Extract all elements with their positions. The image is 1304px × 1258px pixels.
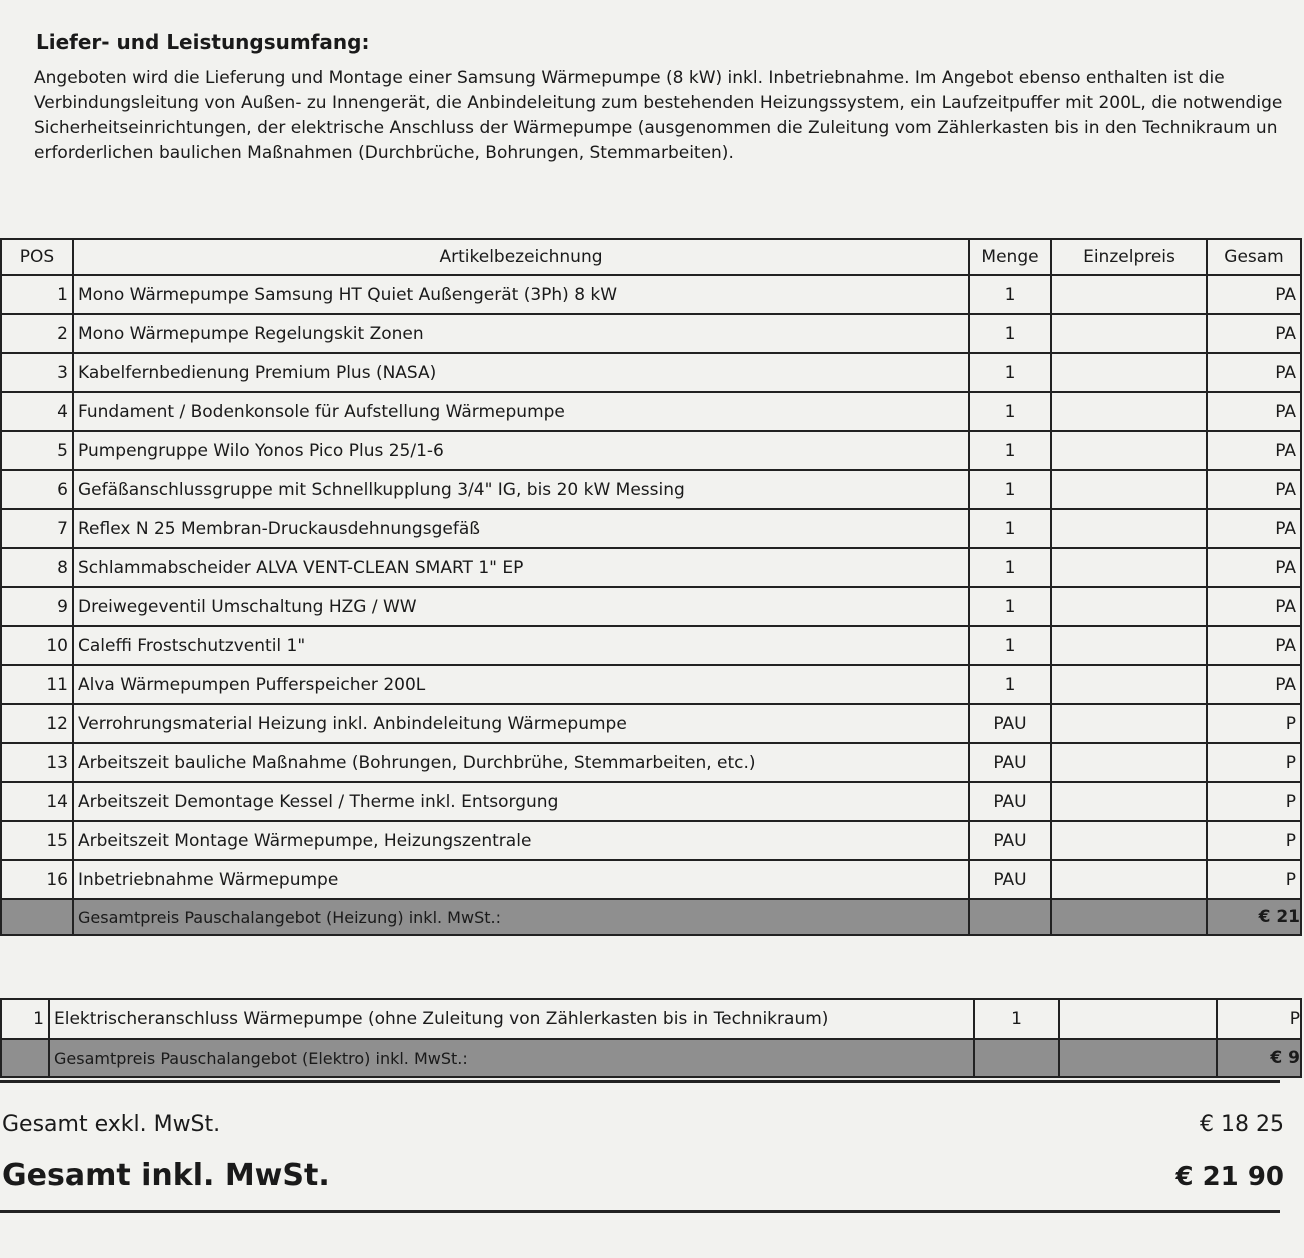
- row-qty: 1: [969, 275, 1051, 314]
- row-unit-price: [1051, 743, 1207, 782]
- row-desc: Fundament / Bodenkonsole für Aufstellung Wärmepumpe: [73, 392, 969, 431]
- table-row: [1, 548, 1301, 587]
- row-unit-price: [1051, 392, 1207, 431]
- row-qty: PAU: [969, 743, 1051, 782]
- row-desc: Kabelfernbedienung Premium Plus (NASA): [73, 353, 969, 392]
- row-desc: Pumpengruppe Wilo Yonos Pico Plus 25/1-6: [73, 431, 969, 470]
- row-qty: 1: [969, 431, 1051, 470]
- row-desc: Inbetriebnahme Wärmepumpe: [73, 860, 969, 899]
- row-unit-price: [1051, 353, 1207, 392]
- table-row: [1, 821, 1301, 860]
- row-desc: Arbeitszeit Demontage Kessel / Therme inkl. Entsorgung: [73, 782, 969, 821]
- row-pos: 15: [1, 821, 73, 860]
- heizung-sum-label: Gesamtpreis Pauschalangebot (Heizung) inkl. MwSt.:: [73, 899, 969, 935]
- table-row: [1, 999, 1301, 1039]
- row-total: PA: [1207, 392, 1301, 431]
- row-unit-price: [1059, 999, 1217, 1039]
- row-pos: 9: [1, 587, 73, 626]
- row-pos: 1: [1, 999, 49, 1039]
- col-header-pos: POS: [1, 239, 73, 275]
- col-header-qty: Menge: [969, 239, 1051, 275]
- table-row: [1, 275, 1301, 314]
- total-incl-value: € 21 90: [1175, 1162, 1284, 1192]
- table-row: [1, 782, 1301, 821]
- row-desc: Arbeitszeit bauliche Maßnahme (Bohrungen, Durchbrühe, Stemmarbeiten, etc.): [73, 743, 969, 782]
- row-desc: Dreiwegeventil Umschaltung HZG / WW: [73, 587, 969, 626]
- table-row: [1, 665, 1301, 704]
- row-pos: 5: [1, 431, 73, 470]
- row-total: PA: [1207, 587, 1301, 626]
- total-excl-value: € 18 25: [1200, 1112, 1284, 1137]
- divider: [0, 1080, 1280, 1083]
- row-unit-price: [1051, 665, 1207, 704]
- row-qty: 1: [969, 665, 1051, 704]
- row-pos: 11: [1, 665, 73, 704]
- row-pos: 14: [1, 782, 73, 821]
- row-desc: Mono Wärmepumpe Samsung HT Quiet Außengerät (3Ph) 8 kW: [73, 275, 969, 314]
- row-pos: 13: [1, 743, 73, 782]
- elektro-table: [0, 998, 1302, 1078]
- table-row: [1, 587, 1301, 626]
- row-qty: 1: [969, 509, 1051, 548]
- row-total: PA: [1207, 548, 1301, 587]
- row-pos: 8: [1, 548, 73, 587]
- intro-line: erforderlichen baulichen Maßnahmen (Durchbrüche, Bohrungen, Stemmarbeiten).: [34, 143, 734, 163]
- row-qty: 1: [974, 999, 1059, 1039]
- row-pos: 16: [1, 860, 73, 899]
- table-row: [1, 353, 1301, 392]
- table-row: [1, 314, 1301, 353]
- row-total: PA: [1207, 470, 1301, 509]
- elektro-sum-label: Gesamtpreis Pauschalangebot (Elektro) inkl. MwSt.:: [49, 1039, 974, 1077]
- row-total: P: [1207, 782, 1301, 821]
- row-total: PA: [1207, 353, 1301, 392]
- row-pos: 1: [1, 275, 73, 314]
- row-desc: Reflex N 25 Membran-Druckausdehnungsgefäß: [73, 509, 969, 548]
- row-pos: 3: [1, 353, 73, 392]
- table-row: [1, 743, 1301, 782]
- row-desc: Alva Wärmepumpen Pufferspeicher 200L: [73, 665, 969, 704]
- row-desc: Gefäßanschlussgruppe mit Schnellkupplung 3/4" IG, bis 20 kW Messing: [73, 470, 969, 509]
- row-unit-price: [1051, 704, 1207, 743]
- row-total: PA: [1207, 431, 1301, 470]
- row-qty: 1: [969, 587, 1051, 626]
- row-pos: 10: [1, 626, 73, 665]
- row-pos: 12: [1, 704, 73, 743]
- row-pos: 4: [1, 392, 73, 431]
- row-qty: 1: [969, 548, 1051, 587]
- col-header-desc: Artikelbezeichnung: [73, 239, 969, 275]
- row-pos: 7: [1, 509, 73, 548]
- row-unit-price: [1051, 509, 1207, 548]
- row-total: P: [1217, 999, 1301, 1039]
- table-row: [1, 470, 1301, 509]
- table-row: [1, 509, 1301, 548]
- row-qty: PAU: [969, 821, 1051, 860]
- row-unit-price: [1051, 431, 1207, 470]
- row-qty: PAU: [969, 782, 1051, 821]
- row-desc: Caleffi Frostschutzventil 1": [73, 626, 969, 665]
- intro-line: Verbindungsleitung von Außen- zu Innengerät, die Anbindeleitung zum bestehenden Heizungssystem, ein Laufzeitpuffer mit 200L, die notwendige: [34, 93, 1283, 113]
- row-pos: 6: [1, 470, 73, 509]
- heizung-sum-row: [1, 899, 1301, 935]
- col-header-total: Gesam: [1207, 239, 1301, 275]
- row-desc: Schlammabscheider ALVA VENT-CLEAN SMART 1" EP: [73, 548, 969, 587]
- row-qty: PAU: [969, 860, 1051, 899]
- row-total: PA: [1207, 509, 1301, 548]
- intro-line: Sicherheitseinrichtungen, der elektrische Anschluss der Wärmepumpe (ausgenommen die Zuleitung vom Zählerkasten bis in den Technikraum un: [34, 118, 1278, 138]
- row-total: P: [1207, 821, 1301, 860]
- intro-paragraph: [34, 66, 1304, 166]
- row-qty: 1: [969, 392, 1051, 431]
- row-desc: Verrohrungsmaterial Heizung inkl. Anbindeleitung Wärmepumpe: [73, 704, 969, 743]
- row-unit-price: [1051, 782, 1207, 821]
- table-row: [1, 431, 1301, 470]
- row-unit-price: [1051, 275, 1207, 314]
- row-unit-price: [1051, 821, 1207, 860]
- row-qty: 1: [969, 470, 1051, 509]
- row-total: P: [1207, 860, 1301, 899]
- heizung-sum-value: € 21: [1207, 899, 1301, 935]
- row-total: PA: [1207, 665, 1301, 704]
- row-qty: 1: [969, 353, 1051, 392]
- row-desc: Elektrischeranschluss Wärmepumpe (ohne Zuleitung von Zählerkasten bis in Technikraum): [49, 999, 974, 1039]
- row-desc: Mono Wärmepumpe Regelungskit Zonen: [73, 314, 969, 353]
- row-qty: 1: [969, 626, 1051, 665]
- row-pos: 2: [1, 314, 73, 353]
- section-heading: Liefer- und Leistungsumfang:: [36, 30, 370, 54]
- row-unit-price: [1051, 860, 1207, 899]
- row-unit-price: [1051, 470, 1207, 509]
- item-table: [0, 238, 1302, 936]
- row-unit-price: [1051, 626, 1207, 665]
- table-row: [1, 704, 1301, 743]
- total-excl-label: Gesamt exkl. MwSt.: [2, 1112, 221, 1137]
- row-total: P: [1207, 743, 1301, 782]
- table-row: [1, 392, 1301, 431]
- row-total: P: [1207, 704, 1301, 743]
- total-incl-label: Gesamt inkl. MwSt.: [2, 1158, 330, 1193]
- col-header-unit-price: Einzelpreis: [1051, 239, 1207, 275]
- elektro-sum-row: [1, 1039, 1301, 1077]
- row-total: PA: [1207, 626, 1301, 665]
- intro-line: Angeboten wird die Lieferung und Montage einer Samsung Wärmepumpe (8 kW) inkl. Inbetriebnahme. Im Angebot ebenso enthalten ist die: [34, 68, 1225, 88]
- elektro-sum-value: € 9: [1217, 1039, 1301, 1077]
- row-qty: 1: [969, 314, 1051, 353]
- row-unit-price: [1051, 587, 1207, 626]
- table-row: [1, 626, 1301, 665]
- row-total: PA: [1207, 314, 1301, 353]
- divider: [0, 1210, 1280, 1213]
- row-unit-price: [1051, 548, 1207, 587]
- row-total: PA: [1207, 275, 1301, 314]
- row-desc: Arbeitszeit Montage Wärmepumpe, Heizungszentrale: [73, 821, 969, 860]
- table-header-row: [1, 239, 1301, 275]
- row-unit-price: [1051, 314, 1207, 353]
- table-row: [1, 860, 1301, 899]
- row-qty: PAU: [969, 704, 1051, 743]
